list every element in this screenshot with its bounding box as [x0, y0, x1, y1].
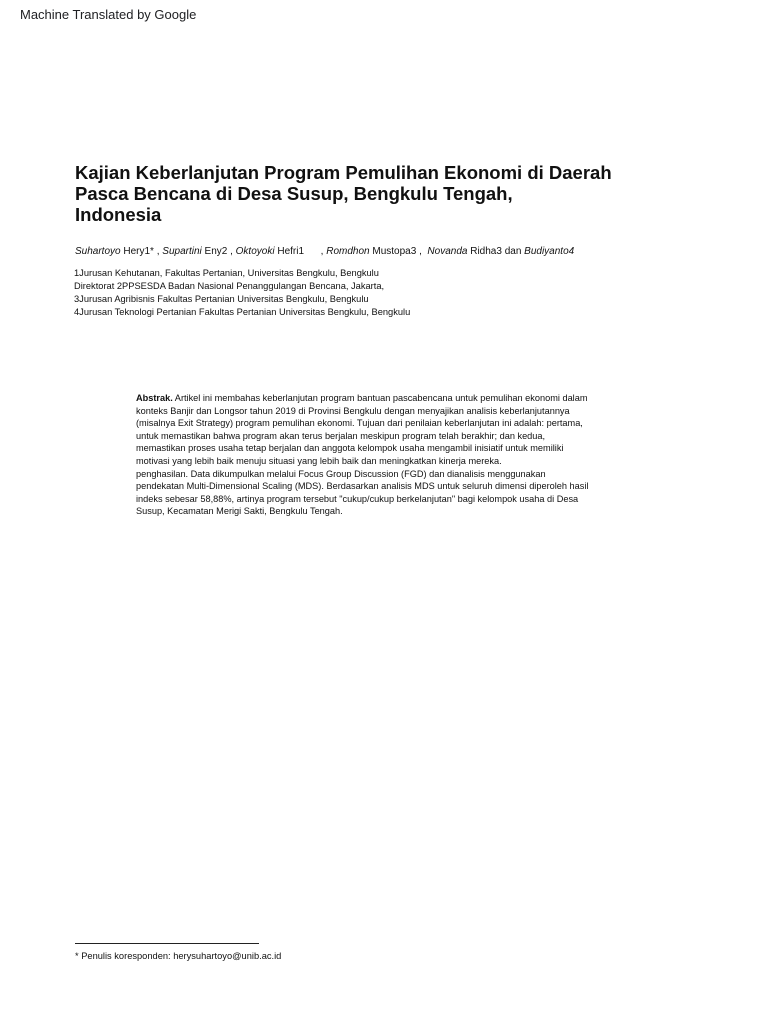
affiliation-1: 1Jurusan Kehutanan, Fakultas Pertanian, Universitas Bengkulu, Bengkulu: [74, 268, 379, 278]
title-line-2: Pasca Bencana di Desa Susup, Bengkulu Tengah,: [75, 183, 513, 204]
abstract-line-10: Susup, Kecamatan Merigi Sakti, Bengkulu Tengah.: [136, 506, 343, 517]
affiliation-3: 3Jurusan Agribisnis Fakultas Pertanian Universitas Bengkulu, Bengkulu: [74, 294, 369, 304]
abstract-line-6: motivasi yang lebih baik menuju situasi yang lebih baik dan meningkatkan kinerja mereka.: [136, 455, 502, 466]
author-1-surname: Suhartoyo: [75, 246, 121, 257]
abstract-line-5: memastikan proses usaha tetap berjalan dan anggota kelompok usaha mengambil inisiatif untuk memiliki: [136, 443, 564, 454]
title-line-1: Kajian Keberlanjutan Program Pemulihan Ekonomi di Daerah: [75, 162, 612, 183]
abstract-line-9: indeks sebesar 58,88%, artinya program tersebut "cukup/cukup berkelanjutan" bagi kelompok usaha di Desa: [136, 493, 579, 504]
author-3-rest: Hefri1 ,: [274, 246, 327, 257]
abstract-label: Abstrak.: [136, 393, 173, 403]
title-line-3: Indonesia: [75, 204, 162, 225]
abstract: [136, 392, 646, 518]
machine-translation-banner: Machine Translated by Google: [20, 7, 197, 22]
abstract-line-8: pendekatan Multi-Dimensional Scaling (MDS). Berdasarkan analisis MDS untuk seluruh dimensi diperoleh hasil: [136, 481, 589, 492]
author-1-rest: Hery1* ,: [120, 246, 163, 257]
abstract-line-2: konteks Banjir dan Longsor tahun 2019 di Provinsi Bengkulu dengan menyajikan analisis keberlanjutannya: [136, 405, 570, 416]
abstract-line-1: [136, 392, 646, 405]
abstract-first-line: Artikel ini membahas keberlanjutan program bantuan pascabencana untuk pemulihan ekonomi dalam: [172, 393, 588, 403]
author-2-rest: Eny2 ,: [201, 246, 236, 257]
abstract-line-3: (misalnya Exit Strategy) program pemulihan ekonomi. Tujuan dari penilaian keberlanjutan ini adalah: pertama,: [136, 418, 583, 429]
author-2-surname: Supartini: [162, 246, 202, 257]
author-6-surname: Budiyanto4: [524, 246, 575, 257]
affiliation-list: [74, 267, 410, 319]
abstract-line-4: untuk memastikan bahwa program akan terus berjalan meskipun program telah berakhir; dan kedua,: [136, 430, 546, 441]
footnote-divider: [75, 943, 259, 944]
abstract-line-7: penghasilan. Data dikumpulkan melalui Focus Group Discussion (FGD) dan dianalisis menggunakan: [136, 468, 546, 479]
author-4-surname: Romdhon: [326, 246, 370, 257]
author-3-surname: Oktoyoki: [235, 246, 275, 257]
author-4-rest: Mustopa3 ,: [369, 246, 428, 257]
paper-title: [75, 162, 695, 225]
affiliation-4: 4Jurusan Teknologi Pertanian Fakultas Pertanian Universitas Bengkulu, Bengkulu: [74, 307, 411, 317]
author-5-rest: Ridha3 dan: [467, 246, 525, 257]
corresponding-author-footnote: * Penulis koresponden: herysuhartoyo@unib.ac.id: [75, 951, 282, 961]
affiliation-2: Direktorat 2PPSESDA Badan Nasional Penanggulangan Bencana, Jakarta,: [74, 281, 385, 291]
author-list: [75, 246, 574, 257]
author-5-surname: Novanda: [427, 246, 468, 257]
